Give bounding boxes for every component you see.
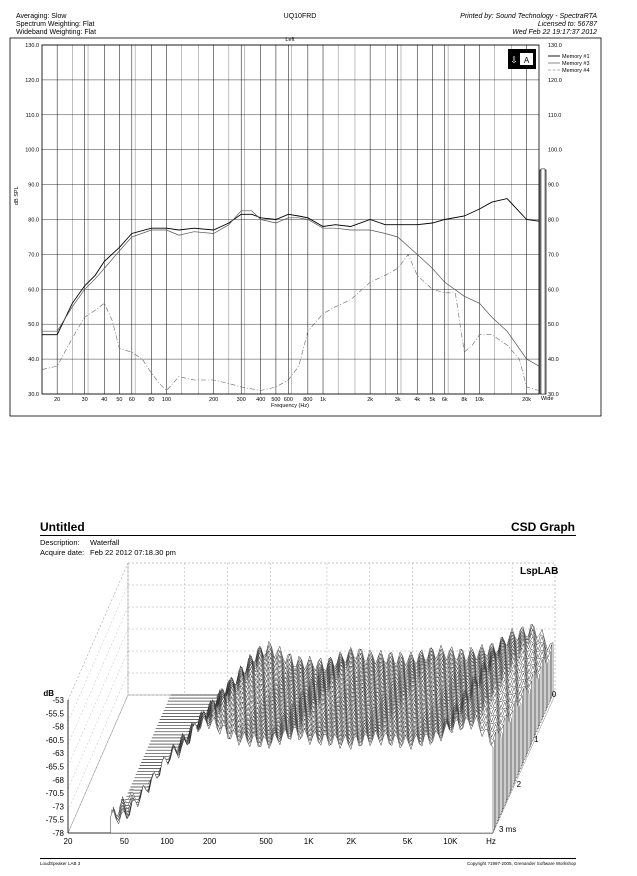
- rta-xtick: 6k: [441, 397, 448, 403]
- rta-ytick-right: 50.0: [548, 322, 559, 329]
- rta-ytick-right: 100.0: [548, 147, 562, 154]
- csd-ytick: -78: [52, 829, 64, 838]
- csd-ytick: -55.5: [45, 709, 64, 719]
- csd-ztick: 3 ms: [499, 825, 517, 834]
- csd-acquire-value: Feb 22 2012 07:18.30 pm: [90, 548, 176, 557]
- rta-ytick-left: 40.0: [28, 357, 39, 364]
- csd-xtick: 200: [202, 837, 217, 846]
- csd-back-wall-hidden: [130, 555, 555, 563]
- rta-xtick: 20k: [522, 397, 532, 403]
- rta-xtick: 50: [116, 397, 123, 403]
- rta-ytick-left: 130.0: [25, 43, 39, 49]
- rta-averaging: Averaging: Slow: [16, 13, 67, 20]
- csd-ytick: -70.5: [45, 789, 64, 799]
- rta-ytick-right: 60.0: [548, 287, 559, 294]
- csd-ztick: 2: [516, 779, 522, 789]
- rta-xtick: 500: [271, 397, 281, 403]
- csd-xtick: 2K: [346, 837, 357, 846]
- csd-side-wall: [68, 563, 128, 833]
- csd-ytick: -60.5: [45, 735, 64, 745]
- rta-xtick: 60: [128, 397, 135, 403]
- csd-ytick: -58: [52, 722, 64, 732]
- rta-ytick-right: 110.0: [548, 112, 562, 119]
- rta-xtick: 100: [161, 397, 172, 403]
- rta-xtick: 20: [54, 397, 61, 403]
- rta-xtick: 400: [256, 397, 266, 403]
- rta-xtick: 1k: [320, 397, 326, 403]
- rta-wideband-weighting: Wideband Weighting: Flat: [16, 29, 97, 36]
- rta-printed-by: Printed by: Sound Technology - SpectraRTA: [460, 13, 597, 20]
- csd-graph-label: CSD Graph: [510, 520, 575, 534]
- csd-ztick: 0: [551, 689, 557, 699]
- rta-xtick: 10k: [475, 397, 484, 403]
- rta-ytick-right: 40.0: [548, 357, 559, 364]
- csd-footer-left: LoudSpeaker LAB 3: [40, 861, 81, 866]
- csd-footer-right: Copyright ?1997-2005, Grenander Software Workshop: [467, 861, 576, 866]
- rta-xtick: 2k: [367, 397, 374, 403]
- rta-legend-label: Memory #4: [562, 68, 590, 74]
- rta-legend: [548, 54, 590, 74]
- rta-ytick-left: 30.0: [28, 392, 39, 398]
- csd-ytick: -73: [52, 802, 64, 812]
- csd-side-grid: [68, 585, 128, 722]
- csd-ytick: -65.5: [45, 762, 64, 772]
- rta-xtick: 800: [303, 397, 313, 403]
- rta-ytick-right: 30.0: [548, 392, 559, 398]
- rta-xtick: 200: [209, 397, 219, 403]
- csd-xtick: 10K: [443, 837, 458, 846]
- csd-waterfall: [111, 624, 554, 833]
- rta-legend-label: Memory #1: [562, 54, 590, 60]
- csd-side-grid: [68, 673, 128, 811]
- csd-ytick: -53: [52, 696, 64, 705]
- rta-wideband-bar-fill: [541, 169, 545, 394]
- rta-channel-label: Left: [285, 37, 295, 43]
- rta-ytick-right: 80.0: [548, 217, 559, 224]
- csd-xtick: 5K: [402, 837, 413, 846]
- csd-description-value: Waterfall: [90, 538, 120, 547]
- rta-spectrum-weighting: Spectrum Weighting: Flat: [16, 21, 95, 28]
- rta-legend-label: Memory #3: [562, 61, 590, 67]
- csd-side-grid: [68, 607, 128, 744]
- rta-ylabel: dB SPL: [14, 186, 20, 205]
- csd-ytick: -63: [52, 749, 64, 759]
- rta-xtick: 30: [81, 397, 88, 403]
- rta-xlabel: Frequency (Hz): [271, 403, 309, 409]
- rta-xtick: 40: [101, 397, 108, 403]
- svg-text:A: A: [523, 56, 530, 65]
- csd-xtick: 20: [63, 837, 73, 846]
- rta-ytick-left: 120.0: [25, 77, 39, 84]
- csd-xtick: 50: [119, 837, 129, 846]
- rta-ytick-left: 110.0: [25, 112, 39, 119]
- csd-footer-rule: [40, 858, 576, 859]
- rta-xtick: 5k: [429, 397, 436, 403]
- rta-xtick: 4k: [414, 397, 421, 403]
- rta-ytick-left: 50.0: [28, 322, 39, 329]
- rta-chart: [0, 0, 637, 430]
- rta-xtick: 8k: [461, 397, 468, 403]
- csd-description-label: Description:: [40, 538, 80, 547]
- csd-xtick: 100: [160, 837, 174, 846]
- csd-ytick: -75.5: [45, 815, 64, 825]
- rta-date: Wed Feb 22 19:17:37 2012: [512, 29, 597, 36]
- rta-licensed-to: Licensed to: 56787: [537, 21, 597, 28]
- csd-xtick: 500: [259, 837, 273, 846]
- csd-chart: [0, 555, 637, 860]
- svg-text:⇩: ⇩: [510, 55, 518, 65]
- csd-xtick-unit: Hz: [486, 837, 496, 846]
- rta-ytick-left: 100.0: [25, 147, 39, 154]
- rta-ytick-right: 120.0: [548, 77, 562, 84]
- csd-logo: LspLAB: [520, 566, 559, 577]
- csd-acquire-label: Acquire date:: [40, 548, 85, 557]
- rta-xtick: 600: [283, 397, 293, 403]
- rta-xtick: 80: [148, 397, 155, 403]
- rta-ytick-left: 70.0: [28, 252, 39, 259]
- csd-ylabel: dB: [43, 689, 54, 698]
- csd-title-rule: [40, 535, 576, 536]
- csd-side-grid: [68, 651, 128, 789]
- csd-side-grid: [68, 629, 128, 767]
- rta-ytick-right: 90.0: [548, 182, 559, 189]
- csd-ytick: -68: [52, 775, 64, 785]
- rta-wide-label: Wide: [541, 396, 554, 402]
- csd-xtick: 1K: [303, 837, 314, 846]
- rta-ytick-left: 60.0: [28, 287, 39, 294]
- rta-ytick-left: 80.0: [28, 217, 39, 224]
- csd-ztick: 1: [534, 734, 539, 744]
- csd-title: Untitled: [40, 520, 85, 534]
- rta-title: UQ10FRD: [283, 13, 317, 20]
- rta-ytick-right: 130.0: [548, 43, 562, 49]
- rta-ytick-left: 90.0: [28, 182, 39, 189]
- rta-xtick: 300: [236, 397, 246, 403]
- rta-ytick-right: 70.0: [548, 252, 559, 259]
- rta-xtick: 3k: [394, 397, 401, 403]
- rta-logo: [508, 49, 536, 69]
